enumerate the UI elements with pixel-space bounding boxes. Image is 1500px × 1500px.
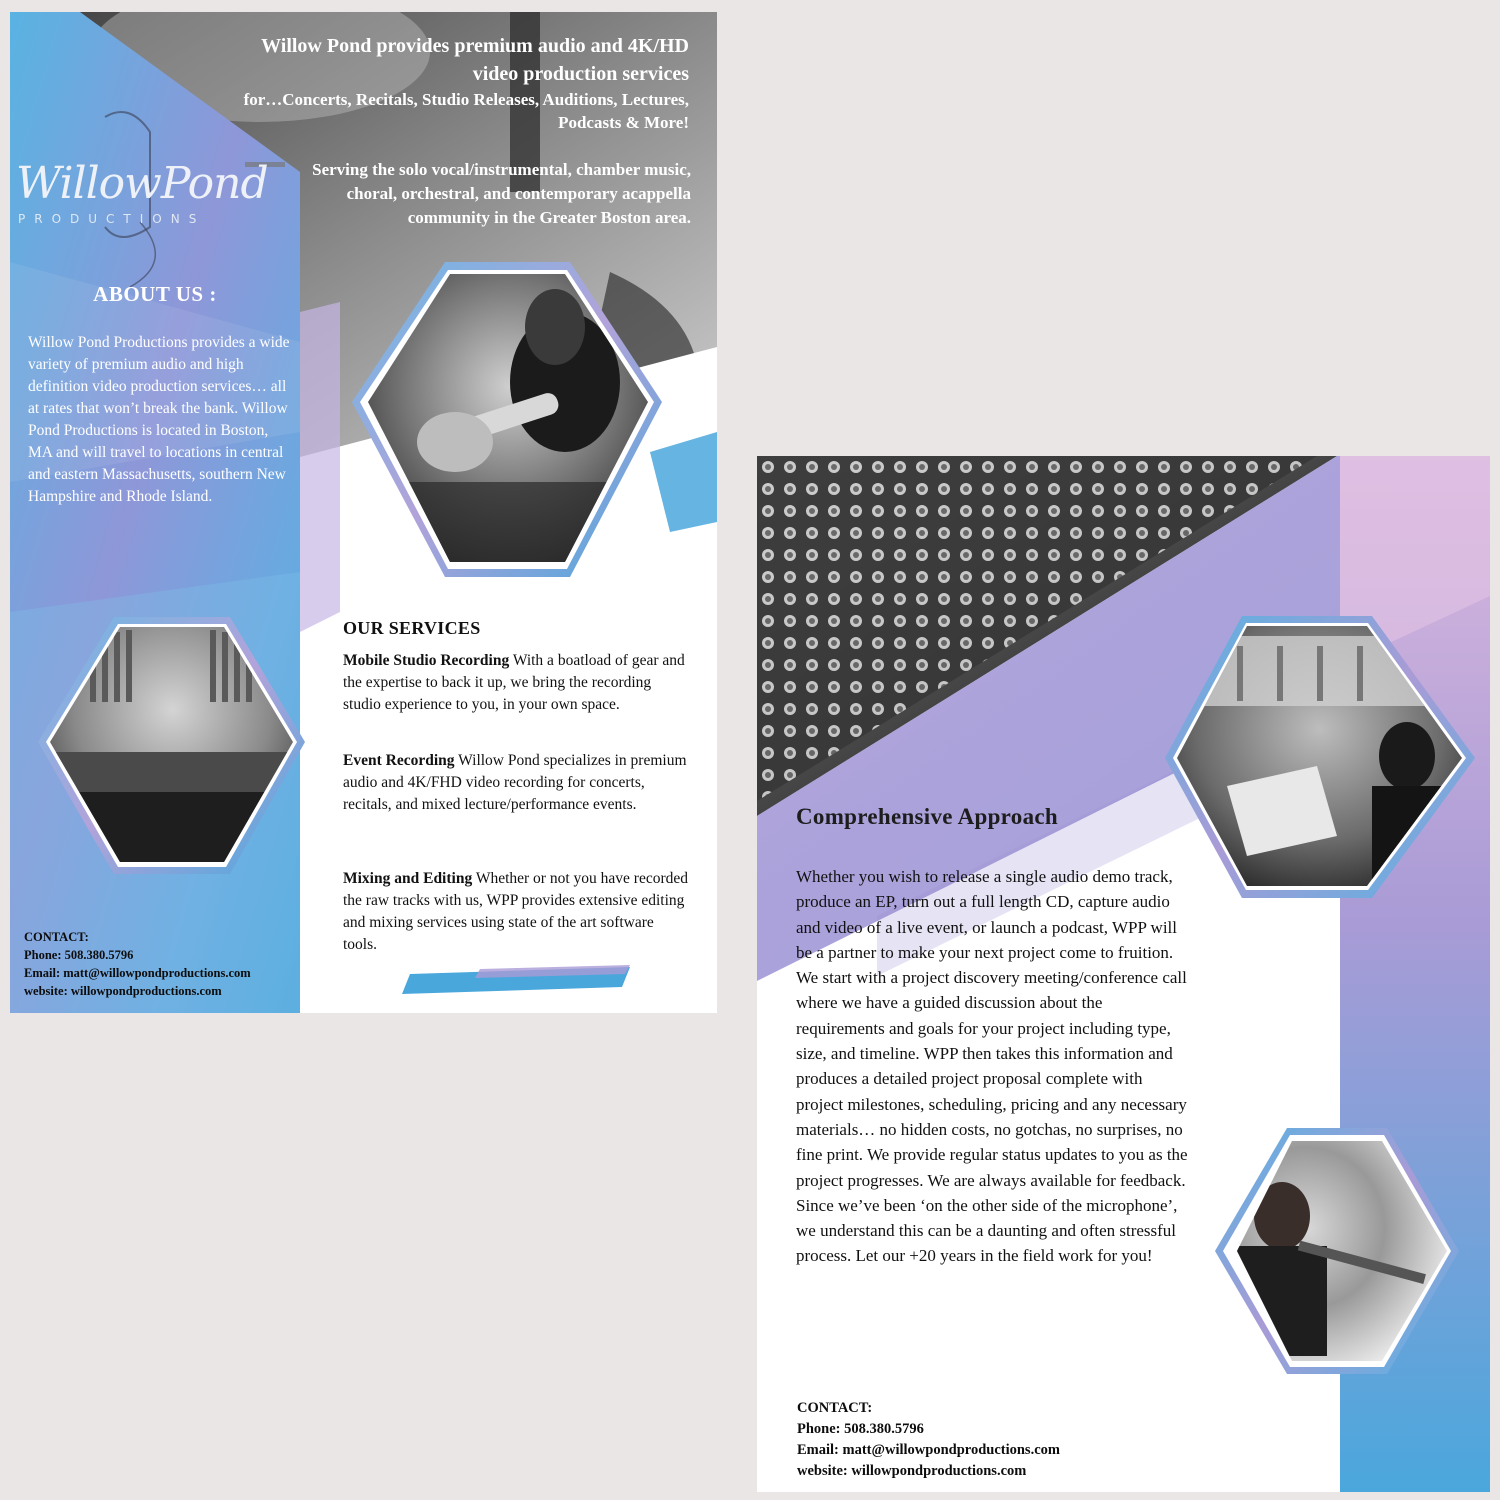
willow-pond-logo: WillowPond (16, 158, 268, 209)
contact-block (24, 928, 251, 1000)
contact-phone: Phone: 508.380.5796 (24, 948, 134, 962)
approach-body: Whether you wish to release a single audio demo track, produce an EP, turn out a full length CD, capture audio and video of a live event, or launch a podcast, WPP will be a partner to make your next project come to fruition. We start with a project discovery meeting/conference call where we have a guided discussion about the requirements and goals for your project including type, size, and timeline. WPP then takes this information and produces a detailed project proposal complete with project milestones, scheduling, pricing and any necessary materials… no hidden costs, no gotchas, no surprises, no fine print. We provide regular status updates to you as the project progresses. We are always available for feedback. Since we’ve been ‘on the other side of the microphone’, we understand this can be a daunting and often stressful process. Let our +20 years in the field work for you! (796, 867, 1188, 1266)
service-description: With a boatload of gear and the expertise to back it up, we bring the recording studio experience to you, in your own space. (343, 652, 685, 713)
service-name: Mobile Studio Recording (343, 652, 510, 669)
about-us-body: Willow Pond Productions provides a wide variety of premium audio and high definition video production services… all at rates that won’t break the bank. Willow Pond Productions is located in Boston, MA and will travel to locations in central and eastern Massachusetts, southern New Hampshire and Rhode Island. (28, 334, 290, 505)
our-services-heading: OUR SERVICES (343, 618, 481, 638)
service-item (343, 868, 688, 956)
service-item (343, 750, 688, 816)
brochure-page-front (10, 12, 717, 1013)
contact-title: CONTACT: (797, 1400, 873, 1416)
contact-email: Email: matt@willowpondproductions.com (24, 966, 251, 980)
contact-title: CONTACT: (24, 930, 89, 944)
contact-phone: Phone: 508.380.5796 (797, 1421, 924, 1437)
brochure-page-back (757, 456, 1490, 1492)
service-description: Whether or not you have recorded the raw tracks with us, WPP provides extensive editing and mixing services using state of the art software tools. (343, 870, 688, 953)
contact-website: website: willowpondproductions.com (24, 984, 222, 998)
service-description: Willow Pond specializes in premium audio and 4K/FHD video recording for concerts, recitals, and mixed lecture/performance events. (343, 752, 687, 813)
service-item (343, 650, 688, 716)
service-name: Mixing and Editing (343, 870, 473, 887)
contact-email: Email: matt@willowpondproductions.com (797, 1442, 1060, 1458)
approach-heading: Comprehensive Approach (796, 804, 1058, 829)
contact-website: website: willowpondproductions.com (797, 1463, 1027, 1479)
hero-community-text: Serving the solo vocal/instrumental, chamber music, choral, orchestral, and contemporary acappella community in the Greater Boston area. (312, 160, 691, 227)
hero-services-list: for…Concerts, Recitals, Studio Releases, Auditions, Lectures, Podcasts & More! (243, 90, 689, 132)
hero-headline: Willow Pond provides premium audio and 4K/HD video production services (261, 35, 689, 85)
logo-subtitle: PRODUCTIONS (18, 212, 206, 226)
contact-block (797, 1398, 1060, 1482)
about-us-heading: ABOUT US : (93, 282, 217, 306)
service-name: Event Recording (343, 752, 455, 769)
